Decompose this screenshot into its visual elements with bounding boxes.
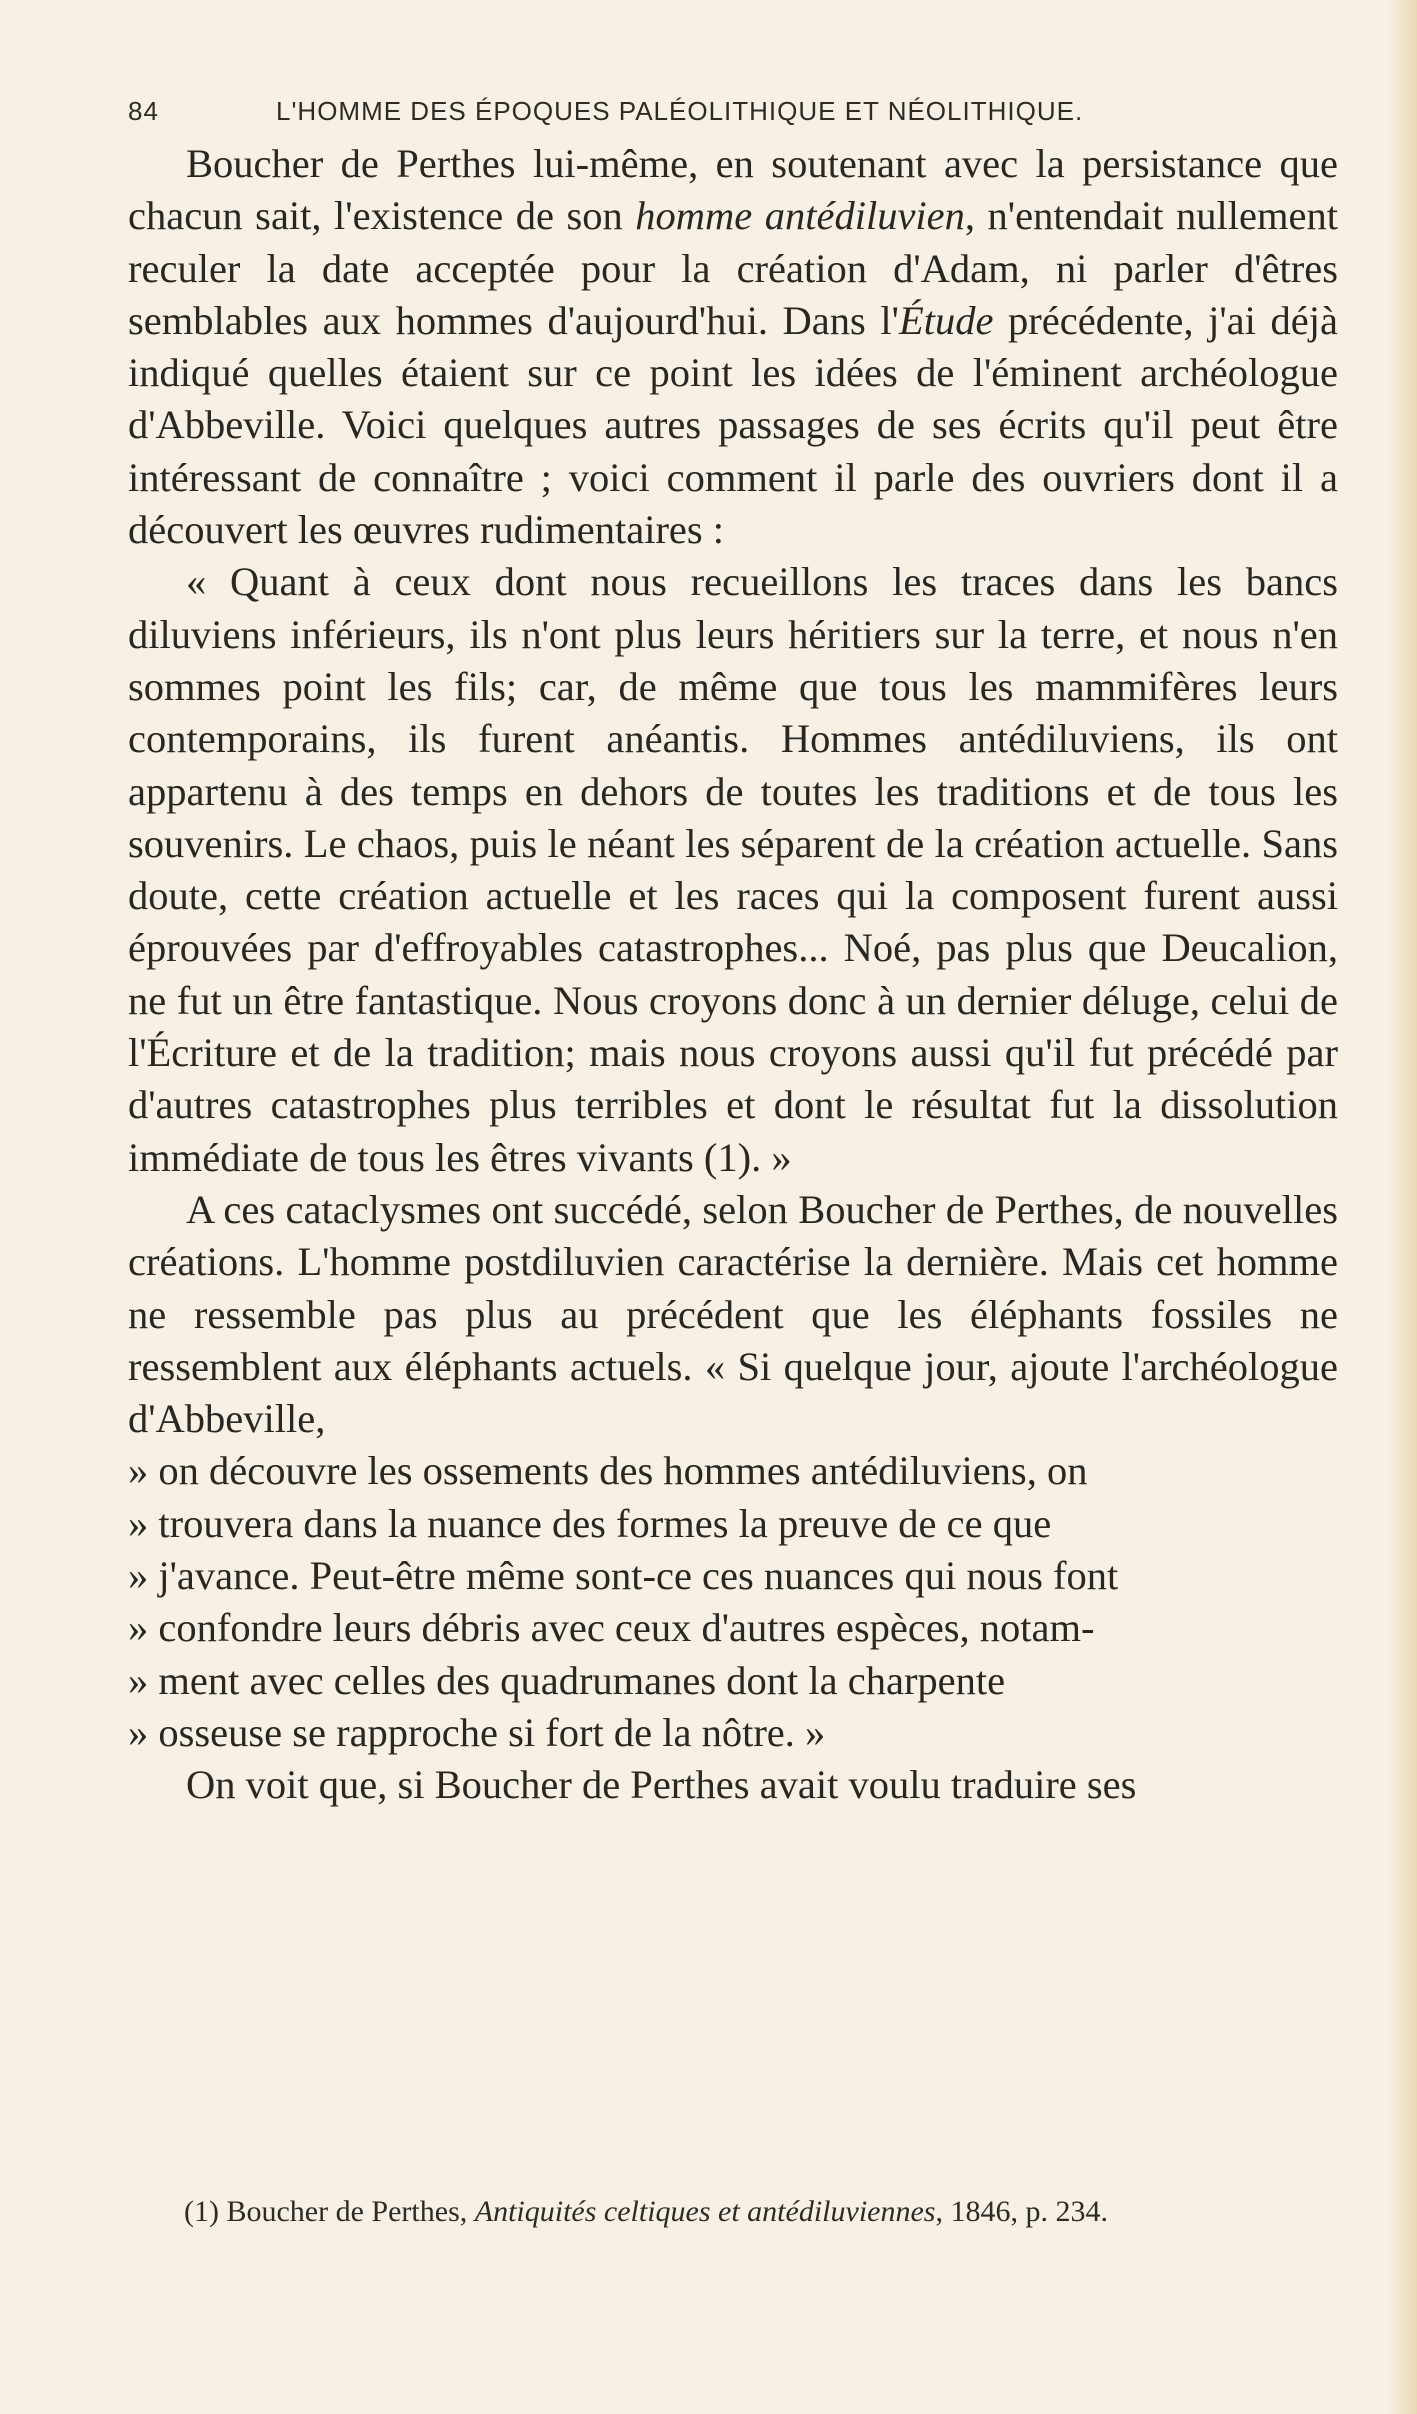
paragraph-4: On voit que, si Boucher de Perthes avait voulu traduire ses (186, 1762, 1137, 1808)
paragraph-3-text: A ces cataclysmes ont succédé, selon Boucher de Perthes, de nouvelles créations. L'homme postdiluvien caractérise la dernière. Mais cet homme ne ressemble pas plus au précédent que les éléphants fossiles ne ressemblent aux éléphants actuels. « Si quelque jour, ajoute l'archéologue d'Abbeville, (128, 1186, 1338, 1442)
running-title: L'HOMME DES ÉPOQUES PALÉOLITHIQUE ET NÉOLITHIQUE. (276, 96, 1084, 126)
paragraph-1 (128, 138, 1338, 556)
paragraph-3-quoted-lines (128, 1445, 1338, 1759)
footnote-marker: (1) (184, 2195, 227, 2228)
paragraph-1-italic: homme antédiluvien (635, 193, 965, 239)
quoted-line: » confondre leurs débris avec ceux d'autres espèces, notam- (128, 1605, 1095, 1651)
paragraph-1-text-b: , n'entendait nullement reculer la date acceptée pour la création d'Adam, ni parler d'êtres semblables aux hommes d'aujourd'hui. Dans l' (128, 193, 1338, 343)
quoted-line: » trouvera dans la nuance des formes la preuve de ce que (128, 1500, 1052, 1546)
quoted-line: » on découvre les ossements des hommes antédiluviens, on (128, 1448, 1088, 1494)
paragraph-2-quote: « Quant à ceux dont nous recueillons les traces dans les bancs diluviens inférieurs, ils n'ont plus leurs héritiers sur la terre, et nous n'en sommes point les fils; car, de même que tous les mammifères leurs contemporains, ils furent anéantis. Hommes antédiluviens, ils ont appartenu à des temps en dehors de toutes les traditions et de tous les souvenirs. Le chaos, puis le néant les séparent de la création actuelle. Sans doute, cette création actuelle et les races qui la composent furent aussi éprouvées par d'effroyables catastrophes... Noé, pas plus que Deucalion, ne fut un être fantastique. Nous croyons donc à un dernier déluge, celui de l'Écriture et de la tradition; mais nous croyons aussi qu'il fut précédé par d'autres catastrophes plus terribles et dont le résultat fut la dissolution immédiate de tous les êtres vivants (1). » (128, 559, 1338, 1180)
quoted-line: » j'avance. Peut-être même sont-ce ces nuances qui nous font (128, 1553, 1119, 1599)
paragraph-1-text-c: précédente, j'ai déjà indiqué quelles étaient sur ce point les idées de l'éminent archéologue d'Abbeville. Voici quelques autres passages de ses écrits qu'il peut être intéressant de connaître ; voici comment il parle des ouvriers dont il a découvert les œuvres rudimentaires : (128, 297, 1338, 553)
footnote-author: Boucher de Perthes, (226, 2195, 475, 2228)
page-edge-shadow (1387, 0, 1417, 2414)
footnote-title: Antiquités celtiques et antédiluviennes (474, 2195, 936, 2228)
body-text (128, 138, 1338, 1812)
quoted-line: » osseuse se rapproche si fort de la nôtre. » (128, 1709, 826, 1755)
footnote (184, 2192, 1324, 2232)
paragraph-1-italic-etude: Étude (898, 297, 994, 343)
paragraph-1-text-a: Boucher de Perthes lui-même, en soutenant avec la persistance que chacun sait, l'existence de son (128, 141, 1338, 239)
running-header (128, 96, 1348, 136)
footnote-rest: , 1846, p. 234. (935, 2195, 1108, 2228)
quoted-line: » ment avec celles des quadrumanes dont la charpente (128, 1657, 1006, 1703)
paragraph-3 (128, 1184, 1338, 1445)
page-number: 84 (128, 96, 159, 126)
